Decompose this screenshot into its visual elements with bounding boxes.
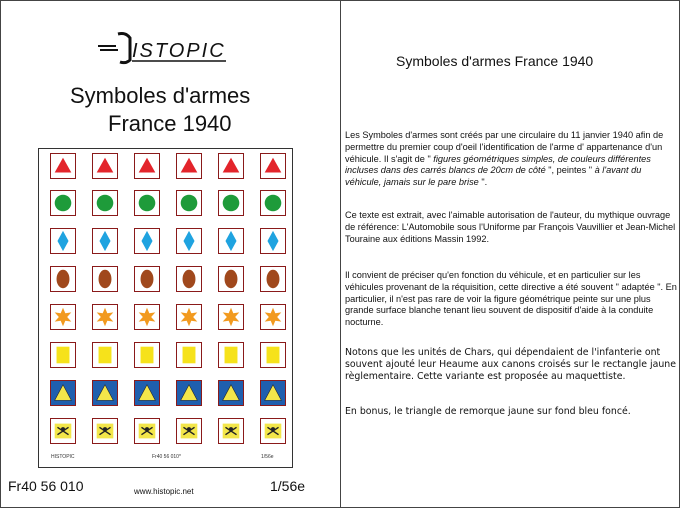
brown-oval-icon — [93, 267, 117, 291]
decal-cell — [176, 266, 202, 292]
crossed-cannons-icon — [177, 419, 201, 443]
green-circle-icon — [219, 191, 243, 215]
brown-oval-icon — [135, 267, 159, 291]
yellow-rectangle-icon — [93, 343, 117, 367]
orange-star-icon — [93, 305, 117, 329]
decal-cell — [218, 190, 244, 216]
decal-sheet — [38, 148, 293, 468]
decal-cell — [92, 153, 118, 179]
crossed-cannons-icon — [219, 419, 243, 443]
decal-cell — [50, 190, 76, 216]
decal-cell — [218, 153, 244, 179]
orange-star-icon — [219, 305, 243, 329]
decal-cell — [260, 342, 286, 368]
sheet-logo: HISTOPIC — [51, 454, 75, 460]
decal-cell — [134, 228, 160, 254]
brown-oval-icon — [51, 267, 75, 291]
decal-cell — [92, 342, 118, 368]
yellow-triangle-on-blue-icon — [219, 381, 243, 405]
product-scale: 1/56e — [270, 478, 306, 494]
yellow-rectangle-icon — [261, 343, 285, 367]
decal-cell — [218, 380, 244, 406]
blue-diamond-icon — [51, 229, 75, 253]
decal-cell — [134, 418, 160, 444]
decal-cell — [134, 380, 160, 406]
paragraph-bonus: En bonus, le triangle de remorque jaune sur fond bleu foncé. — [345, 406, 631, 417]
paragraph-tank-units: Notons que les unités de Chars, qui dépendaient de l'infanterie ont souvent ajouté leur Heaume aux canons croisés sur le rectangle jaune règlementaire. Cette variante est proposée au maquettiste. — [345, 347, 676, 382]
decal-cell — [50, 304, 76, 330]
green-circle-icon — [51, 191, 75, 215]
yellow-triangle-on-blue-icon — [135, 381, 159, 405]
decal-cell — [218, 266, 244, 292]
red-triangle-icon — [261, 154, 285, 178]
green-circle-icon — [135, 191, 159, 215]
blue-diamond-icon — [93, 229, 117, 253]
blue-diamond-icon — [135, 229, 159, 253]
crossed-cannons-icon — [135, 419, 159, 443]
brown-oval-icon — [261, 267, 285, 291]
paragraph-intro — [345, 130, 677, 189]
orange-star-icon — [135, 305, 159, 329]
decal-cell — [50, 153, 76, 179]
intro-quote-1: figures géométriques simples, de couleurs différentes incluses dans des carrés blancs de 20cm de côté — [345, 153, 651, 176]
decal-cell — [50, 266, 76, 292]
crossed-cannons-icon — [51, 419, 75, 443]
sheet-reference: Fr40 56 010* — [152, 454, 181, 460]
decal-cell — [134, 190, 160, 216]
brown-oval-icon — [177, 267, 201, 291]
crossed-cannons-icon — [93, 419, 117, 443]
orange-star-icon — [177, 305, 201, 329]
decal-cell — [176, 418, 202, 444]
decal-cell — [92, 190, 118, 216]
decal-cell — [134, 266, 160, 292]
decal-cell — [92, 304, 118, 330]
intro-text-e: ". — [478, 177, 488, 188]
decal-cell — [176, 228, 202, 254]
decal-cell — [218, 418, 244, 444]
main-title: Symboles d'armes — [70, 83, 251, 108]
page-divider — [340, 0, 341, 508]
decal-cell — [176, 153, 202, 179]
green-circle-icon — [261, 191, 285, 215]
decal-cell — [134, 304, 160, 330]
yellow-triangle-on-blue-icon — [51, 381, 75, 405]
red-triangle-icon — [177, 154, 201, 178]
red-triangle-icon — [93, 154, 117, 178]
green-circle-icon — [177, 191, 201, 215]
decal-cell — [260, 380, 286, 406]
decal-cell — [134, 153, 160, 179]
blue-diamond-icon — [219, 229, 243, 253]
decal-cell — [50, 380, 76, 406]
intro-text-c: ", peintes " — [545, 165, 593, 176]
brown-oval-icon — [219, 267, 243, 291]
decal-cell — [218, 342, 244, 368]
red-triangle-icon — [51, 154, 75, 178]
decal-cell — [260, 304, 286, 330]
red-triangle-icon — [135, 154, 159, 178]
website-link[interactable]: www.histopic.net — [134, 487, 194, 496]
intro-text-a: Les Symboles d'armes sont créés par une circulaire du 11 janvier 1940 afin de permettre du premier coup d'oeil l'identification de l'arme d' appartenance d'un véhicule. Il s'agit de " — [345, 130, 664, 164]
description-title: Symboles d'armes France 1940 — [396, 53, 594, 69]
decal-cell — [50, 418, 76, 444]
crossed-cannons-icon — [261, 419, 285, 443]
decal-cell — [260, 190, 286, 216]
decal-cell — [176, 304, 202, 330]
yellow-rectangle-icon — [177, 343, 201, 367]
decal-cell — [218, 304, 244, 330]
decal-cell — [92, 228, 118, 254]
red-triangle-icon — [219, 154, 243, 178]
orange-star-icon — [261, 305, 285, 329]
decal-cell — [176, 380, 202, 406]
paragraph-source: Ce texte est extrait, avec l'aimable autorisation de l'auteur, du mythique ouvrage de référence: L'Automobile sous l'Uniforme par François Vauvillier et Jean-Michel Touraine aux éditions Massin 1992. — [345, 210, 676, 244]
blue-diamond-icon — [261, 229, 285, 253]
yellow-triangle-on-blue-icon — [93, 381, 117, 405]
orange-star-icon — [51, 305, 75, 329]
svg-text:ISTOPIC: ISTOPIC — [132, 40, 226, 62]
yellow-rectangle-icon — [135, 343, 159, 367]
decal-cell — [92, 380, 118, 406]
decal-cell — [260, 418, 286, 444]
decal-cell — [260, 266, 286, 292]
paragraph-adaptation: Il convient de préciser qu'en fonction du véhicule, et en particulier sur les véhicules provenant de la réquisition, cette directive a été souvent " adaptée ". En particulier, il n'est pas rare de voir la figure géométrique peinte sur une plus grande surface blanche tenant lieu souvent de dispositif d'aide à la conduite nocturne. — [345, 270, 677, 328]
intro-quote-2: à l'avant du véhicule, jamais sur le pare brise — [345, 165, 642, 188]
decal-cell — [260, 153, 286, 179]
yellow-triangle-on-blue-icon — [261, 381, 285, 405]
product-reference: Fr40 56 010 — [8, 478, 84, 494]
decal-cell — [176, 190, 202, 216]
decal-cell — [134, 342, 160, 368]
decal-cell — [50, 228, 76, 254]
histopic-logo — [96, 30, 236, 66]
decal-cell — [218, 228, 244, 254]
yellow-triangle-on-blue-icon — [177, 381, 201, 405]
green-circle-icon — [93, 191, 117, 215]
decal-cell — [176, 342, 202, 368]
yellow-rectangle-icon — [51, 343, 75, 367]
decal-cell — [92, 266, 118, 292]
yellow-rectangle-icon — [219, 343, 243, 367]
decal-cell — [92, 418, 118, 444]
sheet-scale: 1/56e — [261, 454, 274, 460]
main-subtitle: France 1940 — [108, 111, 232, 136]
decal-cell — [50, 342, 76, 368]
decal-cell — [260, 228, 286, 254]
blue-diamond-icon — [177, 229, 201, 253]
